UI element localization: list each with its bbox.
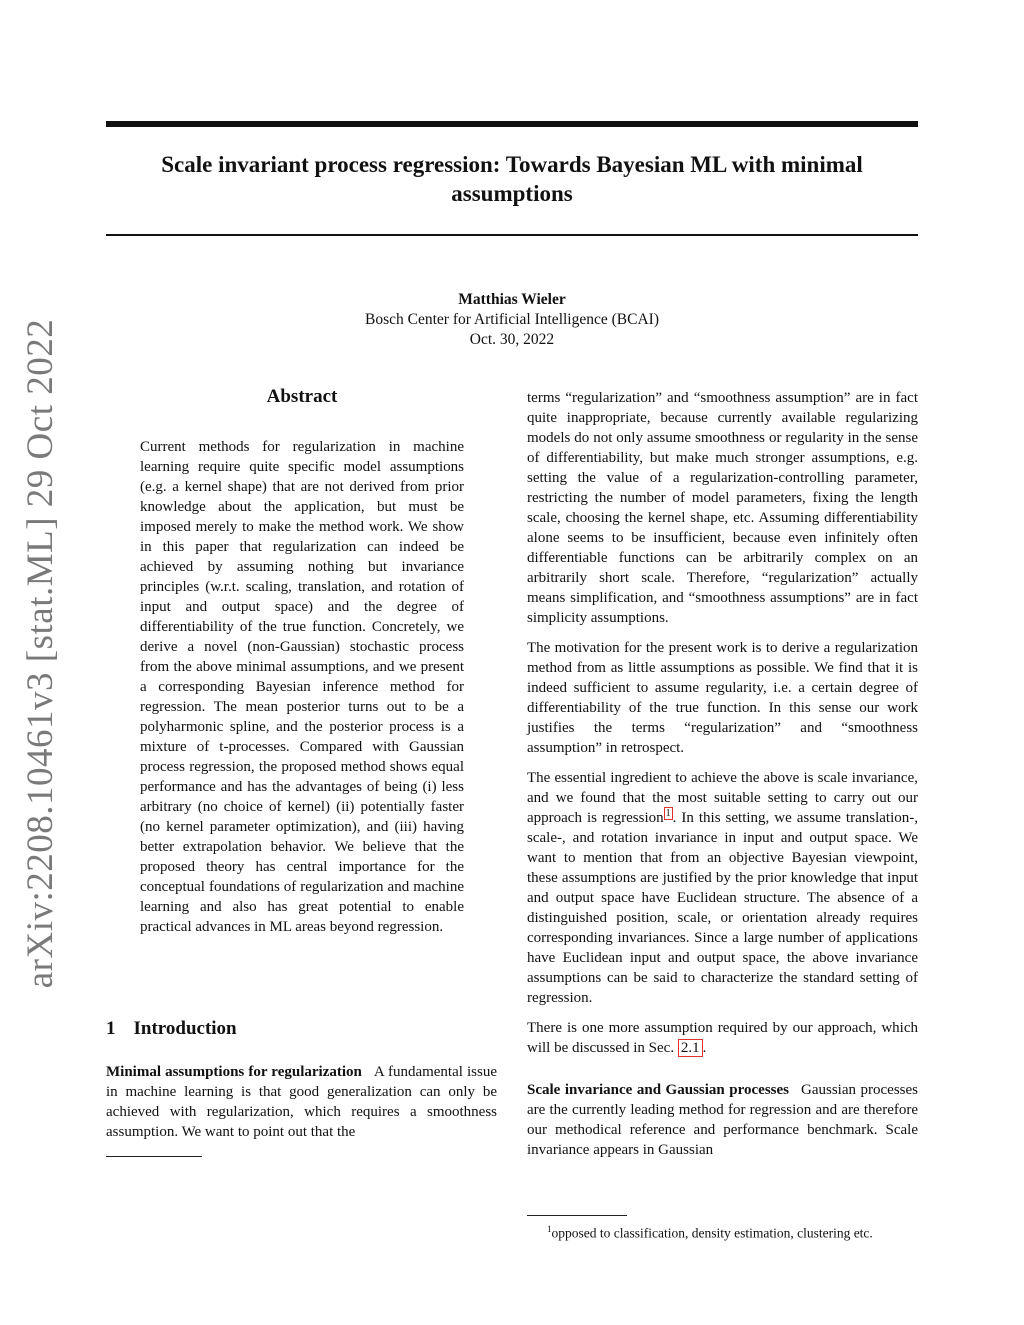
section-heading-introduction [106, 1018, 237, 1040]
title-rule-bottom [106, 234, 918, 236]
footnote-rule-left [106, 1156, 202, 1157]
footnote-mark: 1 [547, 1224, 552, 1234]
section-number: 1 [106, 1018, 116, 1039]
paragraph: terms “regularization” and “smoothness assumption” are in fact quite inappropriate, because currently available regularizing models do not only assume smoothness or regularity in the sense of differentiability, but make much stronger assumptions, e.g. setting the value of a regularization-controlling parameter, restricting the number of model parameters, fixing the length scale, choosing the kernel shape, etc. Assuming differentiability alone seems to be insufficient, because even infinitely often differentiable functions can be arbitrarily complex on an arbitrarily short scale. Therefore, “regularization” actually means simplification, and “smoothness assumptions” are in fact simplicity assumptions. [527, 390, 918, 626]
paragraph-runin-heading: Scale invariance and Gaussian processes [527, 1082, 789, 1098]
author-name: Matthias Wieler [458, 291, 566, 308]
author-affiliation: Bosch Center for Artificial Intelligence (BCAI) [365, 311, 659, 328]
arxiv-stamp-text: arXiv:2208.10461v3 [stat.ML] 29 Oct 2022 [20, 318, 62, 988]
paper-date: Oct. 30, 2022 [469, 331, 555, 348]
paragraph-runin-heading: Minimal assumptions for regularization [106, 1064, 362, 1080]
paragraph: Scale invariance and Gaussian processes Gaussian processes are the currently leading method for regression and are therefore our methodical reference and performance benchmark. Scale invariance appears in Gaussian [527, 1082, 918, 1158]
title-rule-top [106, 121, 918, 127]
abstract-text: Current methods for regularization in machine learning require quite specific model assumptions (e.g. a kernel shape) that are not derived from prior knowledge about the application, but must be imposed merely to make the method work. We show in this paper that regularization can indeed be achieved by assuming nothing but invariance principles (w.r.t. scaling, translation, and rotation of input and output space) and the degree of differentiability of the true function. Concretely, we derive a novel (non-Gaussian) stochastic process from the above minimal assumptions, and we present a corresponding Bayesian inference method for regression. The mean posterior turns out to be a polyharmonic spline, and the posterior process is a mixture of t-processes. Compared with Gaussian process regression, the proposed method shows equal performance and has the advantages of being (i) less arbitrary (no choice of kernel) (ii) potentially faster (no kernel parameter optimization), and (iii) having better extrapolation behavior. We believe that the proposed theory has central importance for the conceptual foundations of regularization and machine learning and also has great potential to enable practical advances in ML areas beyond regression. [140, 439, 464, 935]
footnote-link[interactable]: 1 [665, 808, 671, 819]
footnote-rule-right [527, 1215, 627, 1216]
section-title: Introduction [133, 1018, 237, 1039]
paragraph: The motivation for the present work is to derive a regularization method from as little assumptions as possible. We find that it is indeed sufficient to assume regularity, i.e. a certain degree of differentiability of the true function. In this sense our work justifies the terms “regularization” and “smoothness assumption” in retrospect. [527, 640, 918, 756]
footnote [547, 1220, 873, 1243]
paragraph: The essential ingredient to achieve the above is scale invariance, and we found that the most suitable setting to carry out our approach is regression $^1$ . In this setting, we assume translation-, scale-, and rotation invariance in input and output space. We want to mention that from an objective Bayesian viewpoint, these assumptions are justified by the prior knowledge that input and output space have Euclidean structure. The absence of a distinguished position, scale, or orientation already requires corresponding invariances. Since a large number of applications have Euclidean input and output space, the above invariance assumptions can be said to characterize the standard setting of regression. [527, 770, 918, 1006]
paragraph: There is one more assumption required by our approach, which will be discussed in Sec. 2.1 . [527, 1020, 918, 1056]
author-block [106, 290, 918, 350]
paragraph-text: A fundamental issue in machine learning is that good generalization can only be achieved with regularization, which requires a smoothness assumption. We want to point out that the [106, 1064, 497, 1140]
paper-title: Scale invariant process regression: Towards Bayesian ML with minimal assumptions [161, 152, 863, 206]
footnote-text: opposed to classification, density estimation, clustering etc. [551, 1225, 873, 1241]
arxiv-stamp [4, 318, 78, 988]
section-reference-link[interactable]: 2.1 [678, 1039, 703, 1057]
abstract-heading: Abstract [266, 386, 338, 407]
intro-paragraph [106, 1062, 497, 1142]
right-column [527, 388, 918, 1170]
